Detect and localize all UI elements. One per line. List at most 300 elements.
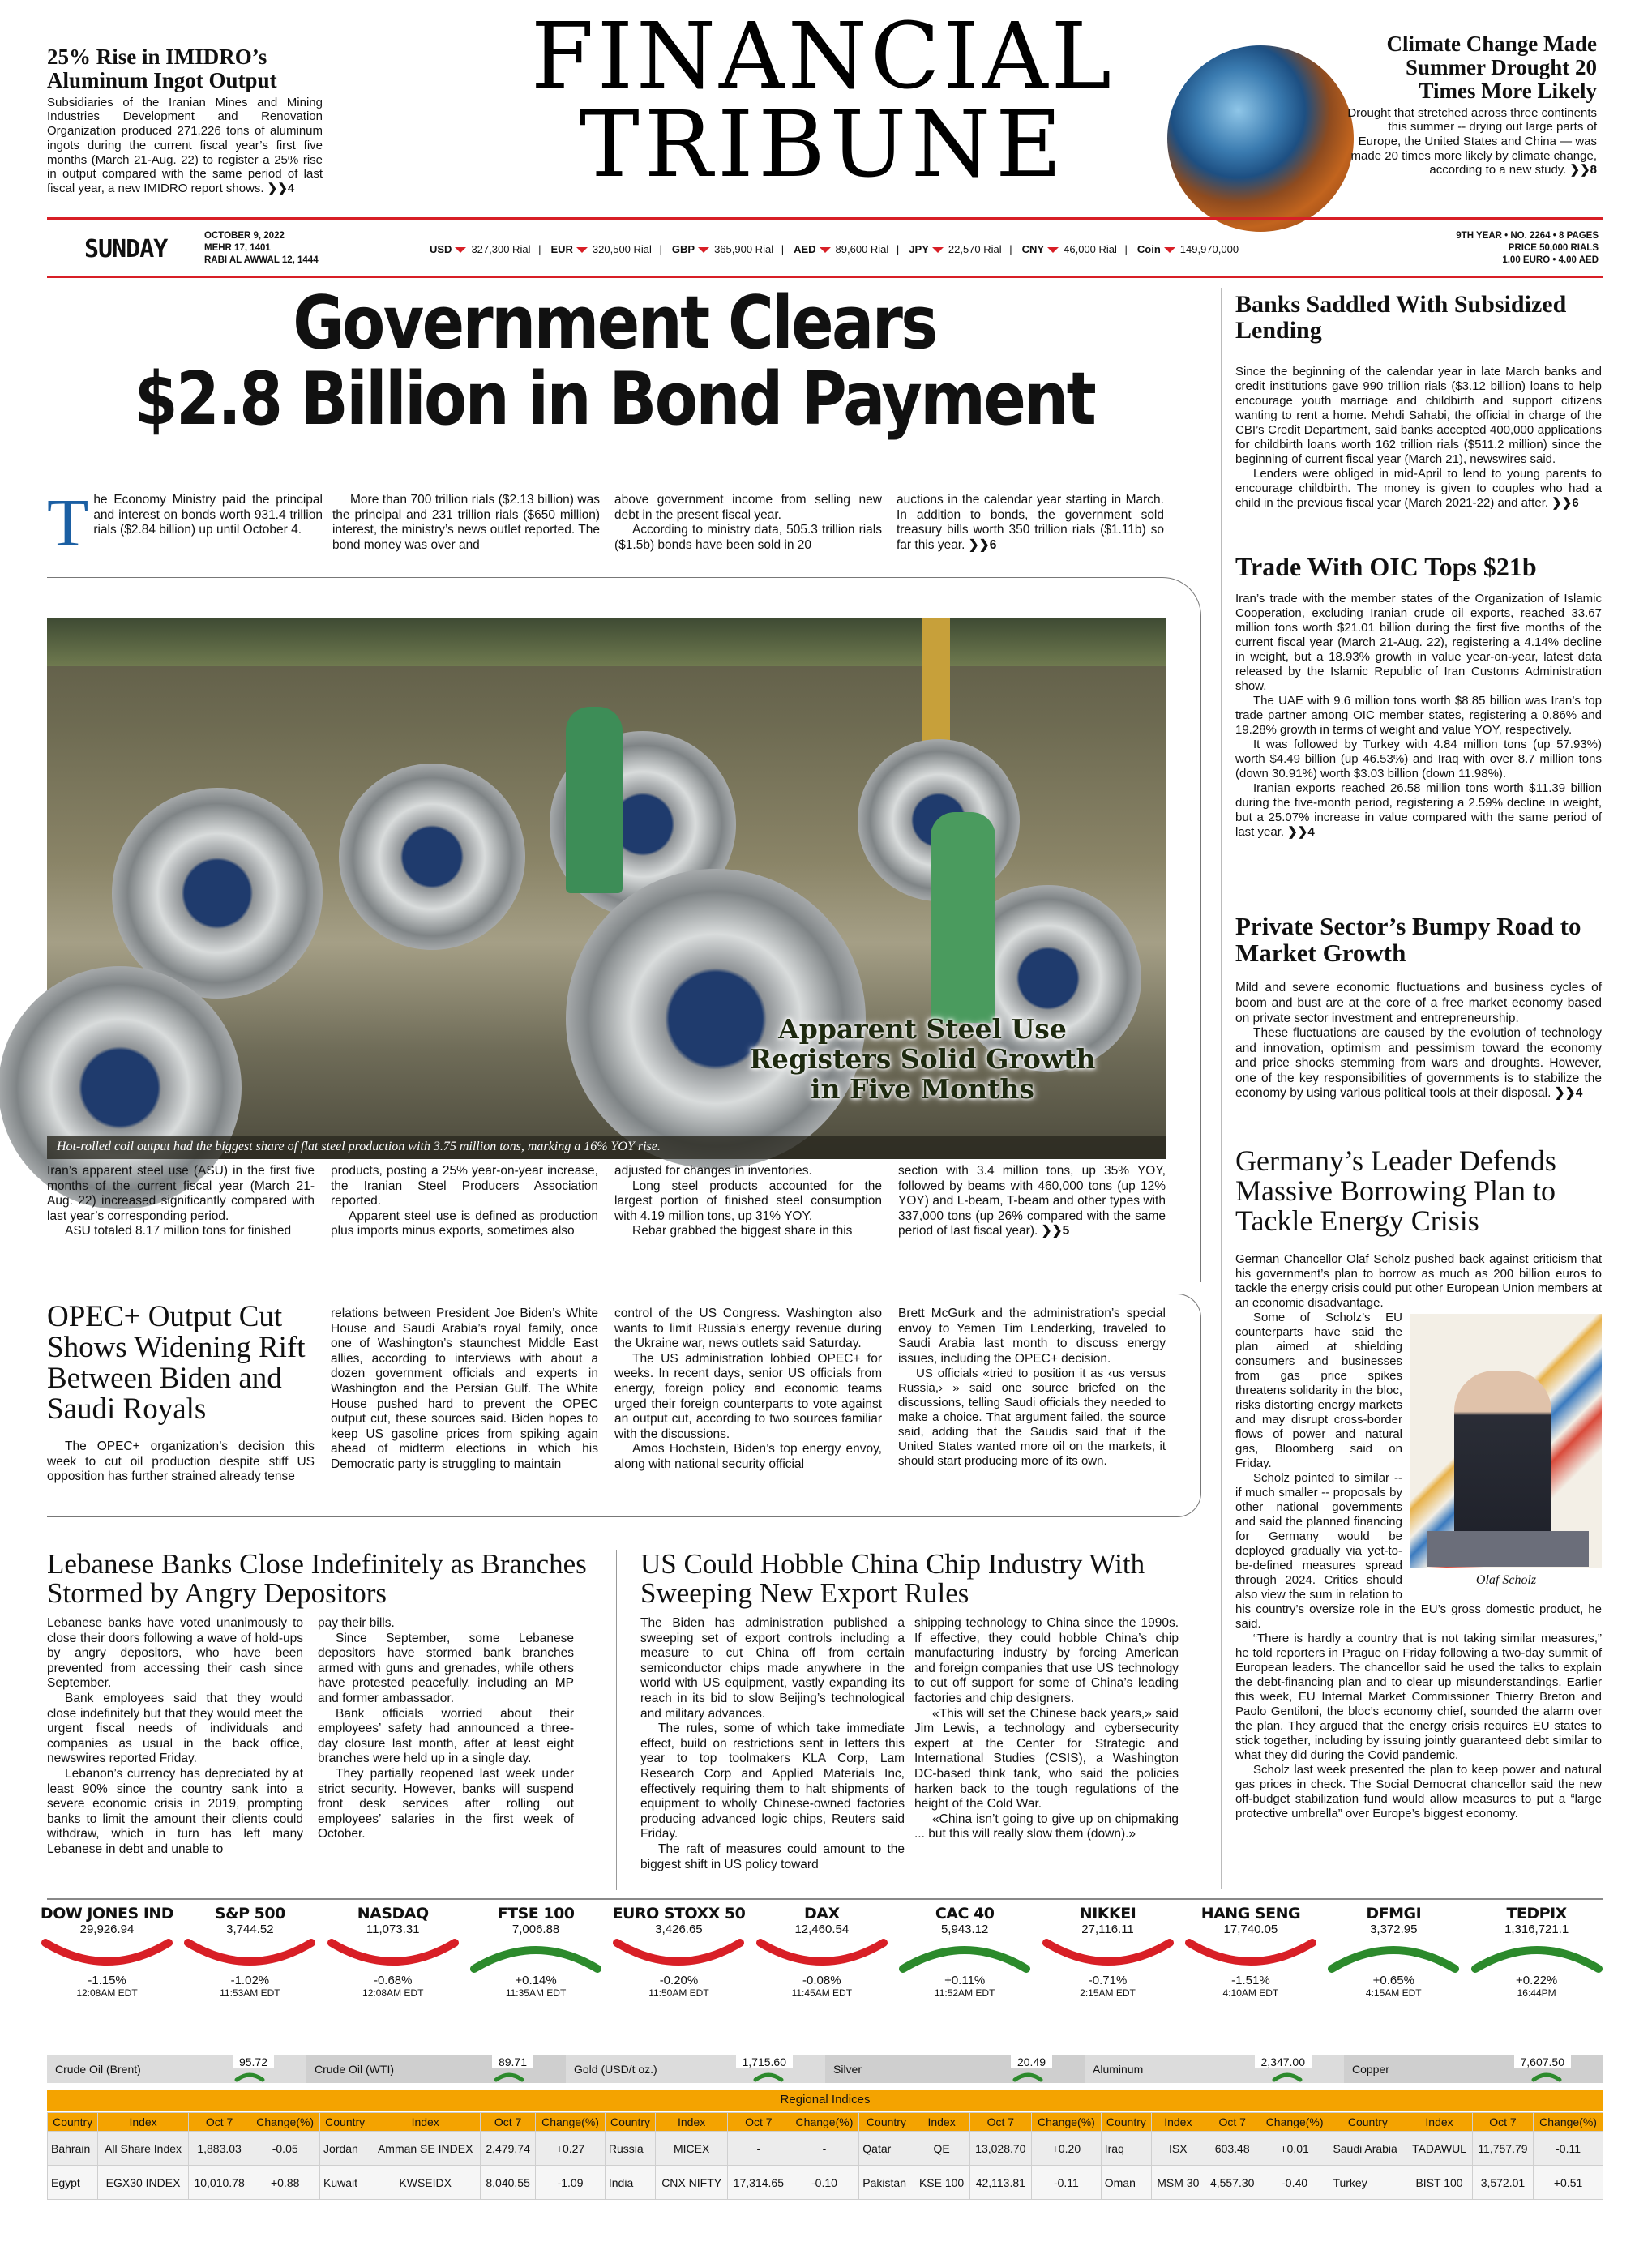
- opec-col-1-text: The OPEC+ organization’s decision this week to cut oil production despite stiff US opposition has further strained already tense: [47, 1439, 315, 1484]
- currency-code: GBP: [671, 243, 695, 255]
- steel-col-3-text-b: Long steel products accounted for the largest portion of finished steel consumption with 4.19 million tons, up 31% YOY.: [614, 1178, 882, 1223]
- scholz-figure: [1454, 1371, 1551, 1557]
- regional-header-cell: Change(%): [1534, 2113, 1603, 2132]
- market-index: [607, 1905, 750, 1999]
- commodity-value: 2,347.00: [1255, 2055, 1312, 2068]
- sidebar-germany[interactable]: [1235, 1146, 1602, 1821]
- steel-overlay-headline: [695, 1015, 1149, 1105]
- opec-col-3-text-c: Amos Hochstein, Biden’s top energy envoy, along with national security official: [614, 1442, 882, 1471]
- lebanon-col-2-text-d: They partially reopened last week under strict security. However, banks will suspend front desk services after rolling out employees’ salaries in the first week of October.: [318, 1766, 574, 1841]
- currency-gbp: [672, 243, 789, 255]
- currency-usd: [430, 243, 546, 255]
- regional-cell: 42,113.81: [969, 2166, 1032, 2200]
- day-label: SUNDAY: [84, 235, 168, 263]
- banks-headline: Banks Saddled With Subsidized Lending: [1235, 291, 1567, 344]
- down-arc-icon: [322, 1936, 464, 1975]
- down-arrow-icon: [576, 247, 588, 253]
- lead-col-1-text: he Economy Ministry paid the principal and interest on bonds worth 931.4 trillion rials ($2.84 billion) up until October 4.: [93, 493, 323, 537]
- regional-cell: Bahrain: [48, 2132, 98, 2166]
- steel-col-1: [47, 1164, 315, 1239]
- regional-cell: 1,883.03: [188, 2132, 250, 2166]
- index-name: DOW JONES IND: [40, 1905, 174, 1923]
- index-change: -0.08%: [802, 1974, 841, 1987]
- regional-cell: -0.05: [250, 2132, 320, 2166]
- currency-value: 327,300 Rial: [471, 243, 531, 255]
- commodity-name: Silver: [833, 2063, 862, 2076]
- regional-title: Regional Indices: [47, 2090, 1603, 2111]
- regional-header-row: [48, 2113, 1603, 2132]
- steel-col-4: [898, 1164, 1166, 1239]
- index-change: +0.65%: [1372, 1974, 1414, 1987]
- right-teaser-headline: Climate Change Made Summer Drought 20 Times More Likely: [1386, 32, 1597, 103]
- regional-indices: [47, 2090, 1603, 2200]
- regional-cell: +0.88: [250, 2166, 320, 2200]
- up-arrow-icon: [1012, 2070, 1044, 2081]
- private-body: [1235, 981, 1602, 1101]
- market-index: [464, 1905, 607, 1999]
- regional-cell: QE: [914, 2132, 969, 2166]
- regional-cell: -0.10: [790, 2166, 859, 2200]
- lead-col-3-text-a: above government income from selling new debt in the present fiscal year.: [614, 493, 882, 522]
- market-index: [1322, 1905, 1465, 1999]
- continue-arrow-icon: ❯❯: [267, 181, 288, 195]
- market-index: [322, 1905, 464, 1999]
- banks-p2: Lenders were obliged in mid-April to lend to young parents to encourage childbirth. The money is given to couples who had a child in the previous fiscal year (March 2021-22) and after.: [1235, 467, 1602, 511]
- up-arrow-icon: [1530, 2070, 1563, 2081]
- steel-page: 5: [1062, 1224, 1070, 1238]
- currency-aed: [794, 243, 904, 255]
- right-teaser-text: [1346, 106, 1597, 178]
- regional-header-cell: Index: [914, 2113, 969, 2132]
- regional-header-cell: Country: [1101, 2113, 1151, 2132]
- index-value: 27,116.11: [1081, 1923, 1134, 1936]
- issue-number: 9TH YEAR • NO. 2264 • 8 PAGES: [1456, 231, 1599, 241]
- up-arc-icon: [1466, 1936, 1608, 1975]
- commodity-name: Copper: [1352, 2063, 1389, 2076]
- chip-col-2: [914, 1616, 1179, 1842]
- opec-col-2: [331, 1307, 598, 1473]
- germany-headline: Germany’s Leader Defends Massive Borrowing Plan to Tackle Energy Crisis: [1235, 1144, 1556, 1238]
- opec-headline[interactable]: OPEC+ Output Cut Shows Widening Rift Between Biden and Saudi Royals: [47, 1300, 306, 1427]
- steel-overlay-line-1: Apparent Steel Use: [778, 1013, 1067, 1045]
- banks-body: [1235, 365, 1602, 511]
- index-value: 11,073.31: [366, 1923, 420, 1936]
- commodities-bar: [47, 2055, 1603, 2083]
- market-index: [36, 1905, 178, 1999]
- commodity-value: 95.72: [233, 2055, 274, 2068]
- index-change: -1.51%: [1231, 1974, 1270, 1987]
- regional-cell: Iraq: [1101, 2132, 1151, 2166]
- separator: |: [1006, 243, 1012, 255]
- regional-cell: Jordan: [320, 2132, 370, 2166]
- steel-col-1-text-b: ASU totaled 8.17 million tons for finished: [65, 1224, 292, 1238]
- continue-arrow-icon: ❯❯: [1041, 1224, 1063, 1238]
- commodity-name: Crude Oil (Brent): [55, 2063, 141, 2076]
- steel-col-2: [331, 1164, 598, 1239]
- currency-code: JPY: [909, 243, 929, 255]
- opec-col-1: [47, 1439, 315, 1485]
- opec-col-4: [898, 1307, 1166, 1469]
- currency-coin: [1137, 243, 1243, 255]
- left-teaser-page: 4: [287, 181, 295, 195]
- down-arrow-icon: [820, 247, 831, 253]
- regional-header-cell: Oct 7: [728, 2113, 790, 2132]
- currency-code: EUR: [550, 243, 573, 255]
- commodity-name: Aluminum: [1093, 2063, 1144, 2076]
- regional-cell: EGX30 INDEX: [98, 2166, 189, 2200]
- regional-cell: BIST 100: [1406, 2166, 1472, 2200]
- index-value: 3,372.95: [1370, 1923, 1418, 1936]
- lebanon-col-2-text-c: Bank officials worried about their employees’ safety had announced a three-day closure last month, after at least eight branches were held up in a single day.: [318, 1706, 574, 1766]
- index-time: 4:15AM EDT: [1365, 1987, 1422, 1999]
- germany-p4: “There is hardly a country that is not taking similar measures,” he told reporters in Prague on Friday following a two-day summit of European leaders. The chancellor said he used the talks to explain the debt-financing plan and to clear up misunderstandings. Earlier this week, EU Internal Market Commissioner Thierry Breton and Paolo Gentiloni, the bloc’s economy chief, sounded the alarm over the plan. They argued that the energy crisis requires EU states to stick together, including by issuing jointly guaranteed debt similar to what they did during the Covid pandemic.: [1235, 1632, 1602, 1763]
- chip-col-2-text-b: «This will set the Chinese back years,» said Jim Lewis, a technology and cybersecurity expert at the Center for Strategic and International Studies (CSIS), a Washington DC-based think tank, who said the policies harken back to the tough regulations of the height of the Cold War.: [914, 1706, 1179, 1812]
- regional-cell: 8,040.55: [481, 2166, 536, 2200]
- regional-header-cell: Country: [859, 2113, 914, 2132]
- continue-arrow-icon: ❯❯: [968, 537, 990, 552]
- regional-header-cell: Index: [1406, 2113, 1472, 2132]
- commodity: [1085, 2055, 1344, 2083]
- commodity-name: Crude Oil (WTI): [315, 2063, 394, 2076]
- worker-figure: [566, 707, 623, 893]
- continue-arrow-icon: ❯❯: [1569, 163, 1590, 178]
- up-arrow-icon: [233, 2070, 266, 2081]
- down-arc-icon: [36, 1936, 178, 1975]
- market-index: [893, 1905, 1036, 1999]
- index-value: 7,006.88: [511, 1923, 560, 1936]
- steel-col-3-text-c: Rebar grabbed the biggest share in this: [632, 1224, 853, 1238]
- index-value: 5,943.12: [940, 1923, 989, 1936]
- lebanon-col-1-text-c: Lebanon’s currency has depreciated by at least 90% since the country sank into a severe economic crisis in 2019, prompting banks to limit the amount their clients could withdraw, which in turn has left many Lebanese in debt and unable to: [47, 1766, 303, 1856]
- regional-cell: -: [728, 2132, 790, 2166]
- index-change: +0.22%: [1515, 1974, 1558, 1987]
- lead-headline[interactable]: [126, 280, 1102, 442]
- index-name: NASDAQ: [357, 1905, 429, 1923]
- regional-cell: +0.20: [1032, 2132, 1102, 2166]
- index-time: 11:45AM EDT: [791, 1987, 853, 1999]
- steel-coil: [339, 764, 525, 950]
- commodity-name: Gold (USD/t oz.): [574, 2063, 657, 2076]
- regional-header-cell: Change(%): [790, 2113, 859, 2132]
- regional-cell: 11,757.79: [1472, 2132, 1533, 2166]
- right-teaser-text-body: Drought that stretched across three continents this summer -- drying out large parts of Europe, the United States and China — was made 20 times more likely by climate change, according to a new study.: [1347, 105, 1597, 178]
- index-name: HANG SENG: [1200, 1905, 1301, 1923]
- commodity: [306, 2055, 566, 2083]
- separator: |: [656, 243, 662, 255]
- regional-header-cell: Country: [605, 2113, 655, 2132]
- regional-cell: 10,010.78: [188, 2166, 250, 2200]
- separator: |: [893, 243, 900, 255]
- regional-header-cell: Change(%): [1260, 2113, 1329, 2132]
- index-time: 11:50AM EDT: [648, 1987, 709, 1999]
- oic-p4: Iranian exports reached 26.58 million tons worth $11.39 billion during the five-month period, registering a 2.59% decline in weight, but a 25.07% increase in value compared with the same period of last year.: [1235, 781, 1602, 840]
- oic-p3: It was followed by Turkey with 4.84 million tons (up 57.93%) worth $4.49 billion (up 46.53%) and Iraq with over 8.7 million tons (down 30.91%) worth $3.03 billion (down 11.98%).: [1235, 738, 1602, 781]
- lead-col-2-text: More than 700 trillion rials ($2.13 billion) was the principal and 231 trillion rials ($650 million) interest, the ministry’s news outlet reported. The bond money was over and: [332, 493, 600, 552]
- steel-col-3-text-a: adjusted for changes in inventories.: [614, 1164, 812, 1178]
- scholz-photo-caption: Olaf Scholz: [1410, 1568, 1602, 1589]
- chip-col-2-text-a: shipping technology to China since the 1990s. If effective, they could hobble China’s chip manufacturing industry by forcing American and foreign companies that use US technology to cut off support for some of China’s leading factories and chip designers.: [914, 1616, 1179, 1705]
- index-change: -0.68%: [373, 1974, 413, 1987]
- regional-cell: KWSEIDX: [370, 2166, 481, 2200]
- currency-code: USD: [430, 243, 452, 255]
- down-arrow-icon: [1047, 247, 1059, 253]
- down-arc-icon: [1037, 1936, 1179, 1975]
- oic-p1: Iran’s trade with the member states of the Organization of Islamic Cooperation, excluding Iranian crude oil exports, reached 33.67 million tons worth $21.01 billion during the first five months of the current fiscal year (March 21-Aug. 22), registering a 4.14% decline in weight, but a 18.93% growth in value year-on-year, latest data released by the Islamic Republic of Iran Customs Administration show.: [1235, 592, 1602, 694]
- header-rule-bottom: [47, 276, 1603, 278]
- right-teaser-page: 8: [1590, 163, 1597, 178]
- germany-p1: German Chancellor Olaf Scholz pushed back against criticism that his government’s plan to borrow as much as 200 billion euros to tackle the energy crisis could put other European Union members at an economic disadvantage.: [1235, 1252, 1602, 1311]
- regional-cell: -0.11: [1032, 2166, 1102, 2200]
- regional-cell: Amman SE INDEX: [370, 2132, 481, 2166]
- currency-cny: [1022, 243, 1132, 255]
- regional-cell: -0.40: [1260, 2166, 1329, 2200]
- continue-arrow-icon: ❯❯: [1554, 1086, 1576, 1101]
- commodity: [566, 2055, 825, 2083]
- index-time: 11:53AM EDT: [220, 1987, 280, 1999]
- lead-col-3-text-b: According to ministry data, 505.3 trillion rials ($1.5b) bonds have been sold in 20: [614, 523, 882, 552]
- regional-header-cell: Oct 7: [969, 2113, 1032, 2132]
- worker-figure: [931, 812, 995, 1023]
- index-value: 3,744.52: [226, 1923, 274, 1936]
- currency-code: Coin: [1136, 243, 1161, 255]
- germany-p3b: gradually via yet-to-be-defined measures spread through 2024. Critics should also view the sum in relation to his country’s oversize role in the EU’s gross domestic product, he said.: [1235, 1544, 1602, 1632]
- steel-overlay-line-3: in Five Months: [811, 1072, 1034, 1105]
- oic-p2: The UAE with 9.6 million tons worth $8.85 billion was Iran’s top trade partner among OIC member states, registering a 0.86% and 19.28% growth in terms of weight and value YOY, respectively.: [1235, 694, 1602, 738]
- left-teaser[interactable]: [47, 45, 323, 196]
- market-index: [1179, 1905, 1322, 1999]
- sidebar-divider: [1221, 288, 1222, 1889]
- down-arc-icon: [751, 1936, 893, 1975]
- left-teaser-text: [47, 96, 323, 196]
- index-time: 12:08AM EDT: [362, 1987, 424, 1999]
- regional-cell: -: [790, 2132, 859, 2166]
- private-headline: Private Sector’s Bumpy Road to Market Growth: [1235, 912, 1581, 968]
- chip-col-1-text-c: The raft of measures could amount to the biggest shift in US policy toward: [640, 1841, 905, 1871]
- regional-cell: Egypt: [48, 2166, 98, 2200]
- index-value: 29,926.94: [79, 1923, 135, 1936]
- banks-p1: Since the beginning of the calendar year in late March banks and credit institutions gave 990 trillion rials ($3.12 billion) loans to help encourage youth marriage and childbirth and support citizens wanting to rent a home. Mehdi Sahabi, the official in charge of the CBI’s Credit Department, said banks accepted 400,000 applications for childbirth loans worth 162 trillion rials ($511.2 million) since the beginning of current fiscal year (March 21), newswires said.: [1235, 365, 1602, 467]
- date-persian: MEHR 17, 1401: [204, 242, 271, 253]
- steel-photo-caption: Hot-rolled coil output had the biggest share of flat steel production with 3.75 million tons, marking a 16% YOY rise.: [47, 1136, 1166, 1159]
- currency-jpy: [909, 243, 1016, 255]
- currency-code: CNY: [1021, 243, 1045, 255]
- header-rule-top: [47, 217, 1603, 220]
- left-teaser-headline: 25% Rise in IMIDRO’s Aluminum Ingot Output: [47, 45, 277, 92]
- regional-cell: +0.51: [1534, 2166, 1603, 2200]
- regional-cell: Pakistan: [859, 2166, 914, 2200]
- down-arc-icon: [178, 1936, 321, 1975]
- regional-header-cell: Change(%): [1032, 2113, 1102, 2132]
- lebanon-col-2: [318, 1616, 574, 1842]
- regional-table: [47, 2112, 1603, 2200]
- index-value: 12,460.54: [794, 1923, 850, 1936]
- oic-page: 4: [1307, 825, 1315, 840]
- issue-info: [1436, 230, 1599, 267]
- regional-cell: -1.09: [536, 2166, 606, 2200]
- lead-col-4-text: auctions in the calendar year starting in March. In addition to bonds, the government sold treasury bills worth 350 trillion rials ($1.11b) so far this year.: [897, 493, 1164, 552]
- index-change: +0.14%: [515, 1974, 557, 1987]
- down-arrow-icon: [698, 247, 709, 253]
- currency-value: 320,500 Rial: [592, 243, 652, 255]
- opec-col-4-text-a: Brett McGurk and the administration’s special envoy to Yemen Tim Lenderking, traveled to Saudi Arabia last month to discuss energy issues, including the OPEC+ decision.: [898, 1307, 1166, 1366]
- market-index: [1466, 1905, 1608, 1999]
- masthead[interactable]: [422, 4, 1224, 198]
- regional-cell: All Share Index: [98, 2132, 189, 2166]
- regional-cell: Turkey: [1329, 2166, 1406, 2200]
- regional-cell: KSE 100: [914, 2166, 969, 2200]
- commodity-value: 20.49: [1011, 2055, 1052, 2068]
- sidebar-oic[interactable]: [1235, 553, 1602, 840]
- up-arc-icon: [1322, 1936, 1465, 1975]
- currency-value: 149,970,000: [1179, 243, 1239, 255]
- commodity-value: 89.71: [492, 2055, 533, 2068]
- regional-cell: 3,572.01: [1472, 2166, 1533, 2200]
- down-arrow-icon: [932, 247, 944, 253]
- regional-header-cell: Oct 7: [188, 2113, 250, 2132]
- lebanon-col-1: [47, 1616, 303, 1858]
- right-teaser[interactable]: [1346, 32, 1597, 178]
- separator: |: [535, 243, 541, 255]
- oic-headline: Trade With OIC Tops $21b: [1235, 552, 1537, 581]
- down-arrow-icon: [1164, 247, 1175, 253]
- index-time: 16:44PM: [1517, 1987, 1556, 1999]
- regional-header-cell: Change(%): [250, 2113, 320, 2132]
- lead-col-2: [332, 493, 600, 553]
- regional-cell: +0.27: [536, 2132, 606, 2166]
- up-arc-icon: [893, 1936, 1036, 1975]
- lebanon-col-1-text-b: Bank employees said that they would close indefinitely but that they would meet the urgent fiscal needs of individuals and companies as usual in the back office, newswires reported Friday.: [47, 1691, 303, 1766]
- lead-headline-line-2: $2.8 Billion in Bond Payment: [134, 356, 1095, 442]
- private-page: 4: [1575, 1086, 1583, 1101]
- up-arrow-icon: [752, 2070, 785, 2081]
- index-name: TEDPIX: [1506, 1905, 1567, 1923]
- lead-col-3: [614, 493, 882, 553]
- index-time: 12:08AM EDT: [76, 1987, 138, 1999]
- masthead-line-2: TRIBUNE: [579, 92, 1067, 198]
- regional-header-cell: Change(%): [536, 2113, 606, 2132]
- index-name: S&P 500: [214, 1905, 285, 1923]
- up-arrow-icon: [493, 2070, 525, 2081]
- regional-cell: 603.48: [1205, 2132, 1260, 2166]
- lebanon-col-2-text-a: pay their bills.: [318, 1616, 395, 1630]
- currency-code: AED: [794, 243, 816, 255]
- regional-cell: Oman: [1101, 2166, 1151, 2200]
- index-name: EURO STOXX 50: [612, 1905, 746, 1923]
- chip-headline[interactable]: US Could Hobble China Chip Industry With Sweeping New Export Rules: [640, 1548, 1145, 1610]
- index-time: 4:10AM EDT: [1222, 1987, 1279, 1999]
- opec-col-3-text-b: The US administration lobbied OPEC+ for weeks. In recent days, senior US officials from energy, foreign policy and economic teams urged their foreign counterparts to vote against an output cut, according to two sources familiar with the discussions.: [614, 1351, 882, 1441]
- currency-value: 46,000 Rial: [1064, 243, 1117, 255]
- germany-body: [1235, 1252, 1602, 1821]
- steel-coil-photo[interactable]: [47, 618, 1166, 1159]
- regional-cell: India: [605, 2166, 655, 2200]
- market-index: [178, 1905, 321, 1999]
- lead-dropcap: T: [47, 486, 89, 561]
- market-index: [1037, 1905, 1179, 1999]
- scholz-photo[interactable]: [1410, 1314, 1602, 1589]
- lebanon-headline[interactable]: Lebanese Banks Close Indefinitely as Branches Stormed by Angry Depositors: [47, 1548, 587, 1610]
- regional-cell: 2,479.74: [481, 2132, 536, 2166]
- regional-cell: MICEX: [656, 2132, 728, 2166]
- index-value: 3,426.65: [655, 1923, 703, 1936]
- index-time: 11:52AM EDT: [934, 1987, 995, 1999]
- commodity-value: 1,715.60: [736, 2055, 794, 2068]
- steel-col-2-text-a: products, posting a 25% year-on-year increase, the Iranian Steel Producers Association reported.: [331, 1164, 598, 1208]
- currency-value: 89,600 Rial: [835, 243, 889, 255]
- regional-cell: Qatar: [859, 2132, 914, 2166]
- index-name: NIKKEI: [1079, 1905, 1136, 1923]
- index-value: 1,316,721.1: [1504, 1923, 1569, 1936]
- table-row: [48, 2132, 1603, 2166]
- index-name: DFMGI: [1366, 1905, 1422, 1923]
- factory-crane-beam: [47, 618, 1166, 666]
- issue-price: PRICE 50,000 RIALS: [1508, 242, 1599, 253]
- lebanon-col-2-text-b: Since September, some Lebanese depositors have stormed bank branches armed with guns and grenades, while others have protested peacefully, including an MP and former ambassador.: [318, 1631, 574, 1705]
- regional-cell: 4,557.30: [1205, 2166, 1260, 2200]
- steel-col-2-text-b: Apparent steel use is defined as production plus imports minus exports, sometimes also: [331, 1208, 598, 1238]
- chip-col-1: [640, 1616, 905, 1872]
- sidebar-private[interactable]: [1235, 913, 1602, 1101]
- commodity: [47, 2055, 306, 2083]
- currency-ticker: [430, 243, 1239, 255]
- regional-header-cell: Oct 7: [1472, 2113, 1533, 2132]
- regional-cell: -0.11: [1534, 2132, 1603, 2166]
- lead-col-1: [47, 486, 323, 561]
- continue-arrow-icon: ❯❯: [1551, 496, 1573, 511]
- markets-rule: [47, 1898, 1603, 1900]
- column-divider: [616, 1550, 617, 1890]
- lead-headline-line-1: Government Clears: [293, 280, 936, 366]
- opec-col-3-text-a: control of the US Congress. Washington also wants to limit Russia’s energy revenue during the Ukraine war, news outlets said Saturday.: [614, 1307, 882, 1351]
- regional-cell: TADAWUL: [1406, 2132, 1472, 2166]
- steel-col-1-text-a: Iran’s apparent steel use (ASU) in the first five months of the current fiscal year (March 21-Aug. 22) increased significantly compared with last year’s corresponding period.: [47, 1164, 315, 1223]
- continue-arrow-icon: ❯❯: [1287, 825, 1308, 840]
- market-index: [751, 1905, 893, 1999]
- regional-header-cell: Country: [48, 2113, 98, 2132]
- lead-page: 6: [989, 537, 997, 552]
- down-arrow-icon: [455, 247, 466, 253]
- market-indices: [36, 1905, 1608, 2054]
- regional-cell: MSM 30: [1152, 2166, 1205, 2200]
- index-change: +0.11%: [944, 1974, 986, 1987]
- regional-cell: CNX NIFTY: [656, 2166, 728, 2200]
- index-change: -0.20%: [659, 1974, 699, 1987]
- sidebar-banks[interactable]: [1235, 292, 1602, 511]
- lebanon-col-1-text-a: Lebanese banks have voted unanimously to close their doors following a wave of hold-ups by angry depositors, who have been prevented from accessing their cash since September.: [47, 1616, 303, 1691]
- separator: |: [778, 243, 785, 255]
- down-arc-icon: [607, 1936, 750, 1975]
- private-p1: Mild and severe economic fluctuations and business cycles of boom and bust are at the core of a free market economy based on private sector investment and entrepreneurship.: [1235, 981, 1602, 1025]
- germany-p5: Scholz last week presented the plan to keep power and natural gas prices in check. The Social Democrat chancellor said the new off-budget stabilization fund would allow measures to put a “large protective umbrella” over Europe’s biggest economy.: [1235, 1763, 1602, 1821]
- issue-price-foreign: 1.00 EURO • 4.00 AED: [1502, 255, 1599, 265]
- steel-coil: [112, 788, 323, 999]
- index-change: -1.15%: [88, 1974, 126, 1987]
- table-row: [48, 2166, 1603, 2200]
- opec-col-2-text: relations between President Joe Biden’s White House and Saudi Arabia’s royal family, once one of Washington’s staunchest Middle East allies, according to interviews with about a dozen government officials and experts in Washington and the Persian Gulf. The White House pushed hard to prevent the OPEC output cut, these sources said. Biden hopes to keep US gasoline prices from spiking again ahead of midterm elections in which his Democratic party is struggling to maintain: [331, 1307, 598, 1471]
- germany-p2: Some of Scholz’s EU counterparts have said the plan aimed at shielding consumers and businesses from gas price spikes threatens solidarity in the bloc, risks distorting energy markets and may disrupt cross-border flows of power and natural gas, Bloomberg said on Friday.: [1235, 1311, 1402, 1471]
- commodity-value: 7,607.50: [1514, 2055, 1572, 2068]
- currency-eur: [550, 243, 666, 255]
- private-p2: These fluctuations are caused by the evolution of technology and innovation, optimism and pessimism toward the economy and price shocks stemming from wars and droughts. However, one of the key responsibilities of governments is to stabilize the economy by using various political tools at their disposal.: [1235, 1026, 1602, 1101]
- oic-body: [1235, 592, 1602, 840]
- masthead-line-1: FINANCIAL: [530, 4, 1115, 109]
- regional-cell: Saudi Arabia: [1329, 2132, 1406, 2166]
- left-teaser-text-body: Subsidiaries of the Iranian Mines and Mining Industries Development and Renovation Organization produced 271,226 tons of aluminum ingots during the current fiscal year’s first five months (March 21-Aug. 22) to register a 25% rise in output compared with the same period of last fiscal year, a new IMIDRO report shows.: [47, 95, 323, 195]
- index-value: 17,740.05: [1223, 1923, 1278, 1936]
- regional-cell: +0.01: [1260, 2132, 1329, 2166]
- chip-col-1-text-a: The Biden has administration published a sweeping set of export controls including a measure to cut China off from certain semiconductor chips made anywhere in the world with US equipment, vastly expanding its reach in its bid to slow Beijing’s technological and military advances.: [640, 1616, 905, 1721]
- up-arrow-icon: [1271, 2070, 1303, 2081]
